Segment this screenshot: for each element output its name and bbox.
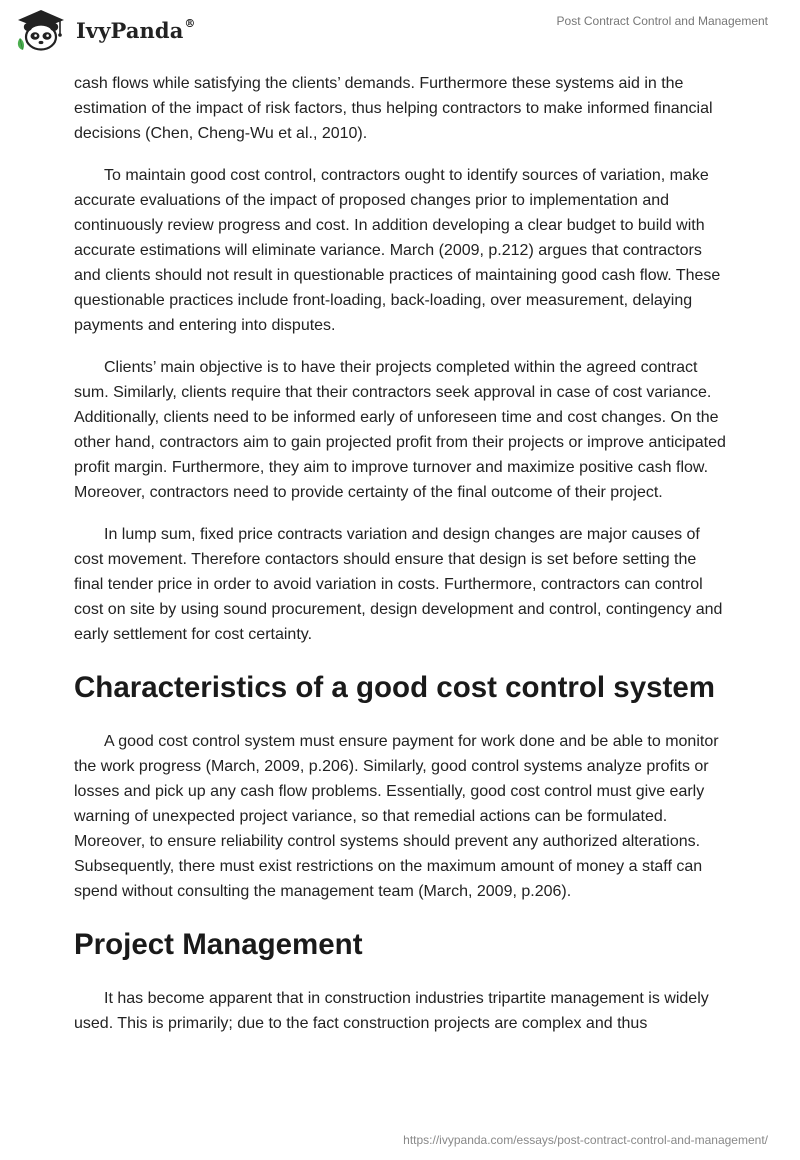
paragraph-2: To maintain good cost control, contractors ought to identify sources of variation, make accurate evaluations of the impact of proposed changes prior to implementation and continuously review progress and cost. In addition developing a clear budget to build with accurate estimations will eliminate variance. March (2009, p.212) argues that contractors and clients should not result in questionable practices of maintaining good cash flow. These questionable practices include front-loading, back-loading, over measurement, delaying payments and entering into disputes.	[74, 167, 721, 334]
source-url[interactable]: https://ivypanda.com/essays/post-contract-control-and-management/	[403, 1133, 768, 1147]
registered-mark: ®	[184, 16, 196, 30]
ivypanda-logo[interactable]	[14, 8, 196, 52]
paragraph-3: Clients’ main objective is to have their projects completed within the agreed contract sum. Similarly, clients require that their contractors seek approval in case of cost variance. Additionally, clients need to be informed early of unforeseen time and cost changes. On the other hand, contractors aim to gain projected profit from their projects or improve anticipated profit margin. Furthermore, they aim to improve turnover and maximize positive cash flow. Moreover, contractors need to provide certainty of the final outcome of their project.	[74, 359, 726, 501]
page-header	[0, 0, 800, 70]
panda-graduate-logo-icon	[14, 8, 68, 52]
paragraph-4: In lump sum, fixed price contracts variation and design changes are major causes of cost movement. Therefore contactors should ensure that design is set before setting the final tender price in order to avoid variation in costs. Furthermore, contractors can control cost on site by using sound procurement, design development and control, contingency and early settlement for cost certainty.	[74, 526, 723, 643]
paragraph-1: cash flows while satisfying the clients’ demands. Furthermore these systems aid in the estimation of the impact of risk factors, thus helping contractors to make informed financial decisions (Chen, Cheng-Wu et al., 2010).	[74, 75, 713, 142]
paragraph-6: It has become apparent that in construction industries tripartite management is widely used. This is primarily; due to the fact construction projects are complex and thus	[74, 990, 709, 1032]
paragraph-5: A good cost control system must ensure payment for work done and be able to monitor the work progress (March, 2009, p.206). Similarly, good control systems analyze profits or losses and pick up any cash flow problems. Essentially, good cost control must give early warning of unexpected project variance, so that remedial actions can be formulated. Moreover, to ensure reliability control systems should prevent any authorized alterations. Subsequently, there must exist restrictions on the maximum amount of money a staff can spend without consulting the management team (March, 2009, p.206).	[74, 733, 719, 900]
brand-name: IvyPanda®	[76, 16, 196, 43]
section-heading-project-management: Project Management	[74, 928, 363, 961]
document-title: Post Contract Control and Management	[556, 14, 768, 28]
essay-body	[74, 71, 728, 1036]
section-heading-characteristics: Characteristics of a good cost control system	[74, 671, 715, 704]
